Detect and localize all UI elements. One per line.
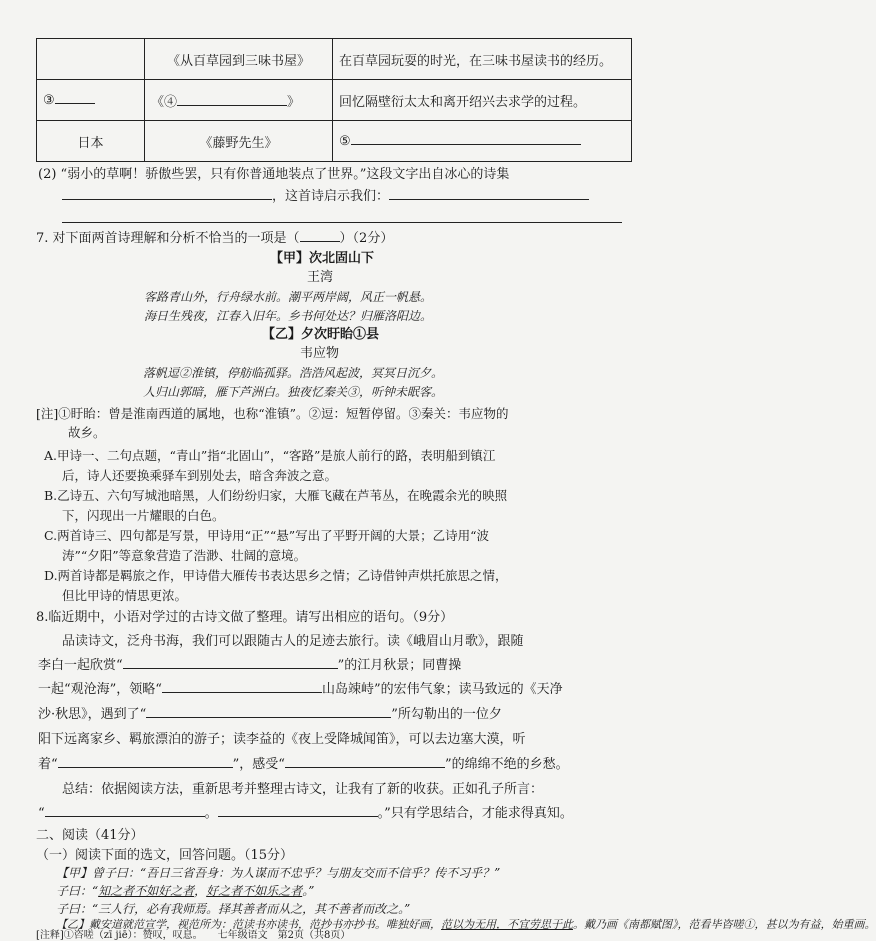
passage-underlined: 好之者不如乐之者: [206, 884, 303, 898]
table-cell: [37, 80, 145, 121]
option-a: A.甲诗一、二句点题，“青山”指“北固山”，“客路”是旅人前行的路，表明船到镇江: [44, 448, 496, 463]
page-footer: 七年级语文 第2页（共8页）: [217, 930, 351, 941]
q8-summary: 总结：依据阅读方法，重新思考并整理古诗文，让我有了新的收获。正如孔子所言：: [62, 782, 544, 797]
q7-score: ）（2分）: [339, 231, 394, 246]
book-title-close: 》: [287, 94, 301, 110]
answer-blank[interactable]: [218, 816, 378, 817]
passage-underlined: 范以为: [441, 918, 474, 931]
table-cell: [37, 39, 145, 80]
table-cell: 《藤野先生》: [145, 121, 333, 162]
passage-text: 。戴乃画《南都赋图》，范看毕咨嗟①，甚以为有益，始重画。: [573, 918, 876, 931]
passage-note: [36, 930, 350, 941]
answer-blank[interactable]: [123, 668, 338, 669]
passage-line: [56, 882, 314, 900]
answer-blank[interactable]: [162, 692, 322, 693]
answer-blank[interactable]: [62, 199, 272, 200]
poem1-title: 【甲】次北固山下: [270, 251, 375, 266]
q8-text: 。”只有学思结合，才能求得真知。: [377, 806, 573, 821]
poem2-title: 【乙】夕次盱眙①县: [262, 327, 380, 342]
passage-underlined: 无用，不宜劳思于此: [474, 918, 573, 931]
note-text: [注释]①咨嗟（zī jiē）：赞叹，叹息。: [36, 930, 198, 941]
passage-text: ，: [194, 884, 207, 898]
poem1-line: 海日生残夜，江春入旧年。乡书何处达？归雁洛阳边。: [144, 309, 433, 323]
option-b: 下，闪现出一片耀眼的白色。: [62, 508, 225, 523]
question-6-2-line1: (2) “弱小的草啊！骄傲些罢，只有你普通地装点了世界。”这段文字出自冰心的诗集: [38, 167, 510, 182]
passage-underlined: 知之者不如好之者: [98, 884, 195, 898]
poem2-line: 落帆逗②淮镇，停舫临孤驿。浩浩风起波，冥冥日沉夕。: [143, 366, 444, 380]
table-cell: [333, 121, 632, 162]
answer-blank[interactable]: [45, 816, 205, 817]
q8-text: ”，感受“: [232, 757, 285, 772]
q8-paragraph: [38, 680, 563, 700]
q8-text: 沙·秋思》，遇到了“: [38, 707, 147, 722]
q7-stem-text: 7. 对下面两首诗理解和分析不恰当的一项是（: [36, 231, 300, 246]
blank-circle-5: ⑤: [339, 133, 351, 149]
q8-text: 李白一起欣赏“: [38, 658, 123, 673]
table-cell: 《从百草园到三味书屋》: [145, 39, 333, 80]
table-cell: [145, 80, 333, 121]
q8-text: “: [38, 806, 45, 821]
q8-text: 山岛竦峙”的宏伟气象；读马致远的《天净: [321, 682, 563, 697]
question-6-2-line2: [62, 187, 589, 207]
answer-blank[interactable]: [389, 199, 589, 200]
q8-paragraph: 品读诗文，泛舟书海，我们可以跟随古人的足迹去旅行。读《峨眉山月歌》，跟随: [62, 634, 524, 649]
passage-line: 【甲】曾子曰：“吾日三省吾身：为人谋而不忠乎？与朋友交而不信乎？传不习乎？”: [56, 866, 501, 880]
q8-text: 。: [204, 806, 218, 821]
option-d: 但比甲诗的情思更浓。: [62, 588, 188, 603]
q6-text: ，这首诗启示我们：: [272, 189, 390, 204]
summary-table: [36, 38, 632, 162]
answer-blank[interactable]: [285, 767, 445, 768]
q8-paragraph: [38, 755, 569, 775]
table-cell: 在百草园玩耍的时光，在三味书屋读书的经历。: [333, 39, 632, 80]
passage-text: 子曰：“: [56, 884, 99, 898]
q8-text: 一起“观沧海”，领略“: [38, 682, 162, 697]
answer-line[interactable]: [62, 222, 622, 223]
poem2-author: 韦应物: [300, 346, 340, 361]
option-d: D.两首诗都是羁旅之作，甲诗借大雁传书表达思乡之情；乙诗借钟声烘托旅思之情，: [44, 568, 508, 583]
poem1-author: 王湾: [307, 270, 334, 285]
option-b: B.乙诗五、六句写城池暗黑，人们纷纷归家，大雁飞藏在芦苇丛，在晚霞余光的映照: [44, 488, 508, 503]
q8-summary: [38, 804, 573, 824]
section-subtitle: （一）阅读下面的选文，回答问题。（15分）: [36, 848, 294, 863]
table-row: [37, 121, 632, 162]
q8-text: ”所勾勒出的一位夕: [391, 707, 502, 722]
question-7-stem: [36, 229, 393, 249]
q8-paragraph: 阳下远离家乡、羁旅漂泊的游子；读李益的《夜上受降城闻笛》，可以去边塞大漠，听: [38, 732, 526, 747]
blank-line[interactable]: [177, 105, 287, 106]
table-row: [37, 39, 632, 80]
answer-blank[interactable]: [300, 241, 340, 242]
passage-text: 【乙】戴安道就范宣学，视范所为：范读书亦读书，范抄书亦抄书。唯独好画，: [56, 918, 441, 931]
book-title-open: 《④: [151, 94, 178, 110]
passage-text: 。”: [302, 884, 315, 898]
blank-line[interactable]: [55, 103, 95, 104]
passage-line: 子曰：“三人行，必有我师焉。择其善者而从之，其不善者而改之。”: [56, 902, 411, 916]
table-cell: 日本: [37, 121, 145, 162]
poem-note: [注]①盱眙：曾是淮南西道的属地，也称“淮镇”。②逗：短暂停留。③秦关：韦应物的: [36, 406, 509, 421]
poem1-line: 客路青山外，行舟绿水前。潮平两岸阔，风正一帆悬。: [144, 290, 433, 304]
section-title: 二、阅读（41分）: [36, 828, 144, 843]
answer-blank[interactable]: [58, 767, 233, 768]
q8-paragraph: [38, 656, 461, 676]
blank-line[interactable]: [351, 144, 581, 145]
blank-circle-3: ③: [43, 92, 55, 108]
question-8-stem: 8.临近期中，小语对学过的古诗文做了整理。请写出相应的语句。（9分）: [36, 610, 454, 625]
answer-blank[interactable]: [146, 717, 391, 718]
option-c: 涛”“夕阳”等意象营造了浩渺、壮阔的意境。: [62, 548, 307, 563]
table-row: [37, 80, 632, 121]
option-c: C.两首诗三、四句都是写景，甲诗用“正”“悬”写出了平野开阔的大景；乙诗用“波: [44, 528, 490, 543]
q8-paragraph: [38, 705, 502, 725]
q8-text: ”的江月秋景；同曹操: [337, 658, 462, 673]
q8-text: ”的绵绵不绝的乡愁。: [444, 757, 569, 772]
option-a: 后，诗人还要换乘驿车到别处去，暗含奔波之意。: [62, 468, 338, 483]
poem2-line: 人归山郭暗，雁下芦洲白。独夜忆秦关③，听钟未眠客。: [143, 385, 444, 399]
poem-note: 故乡。: [68, 425, 106, 440]
table-cell: 回忆隔壁衍太太和离开绍兴去求学的过程。: [333, 80, 632, 121]
q8-text: 着“: [38, 757, 58, 772]
